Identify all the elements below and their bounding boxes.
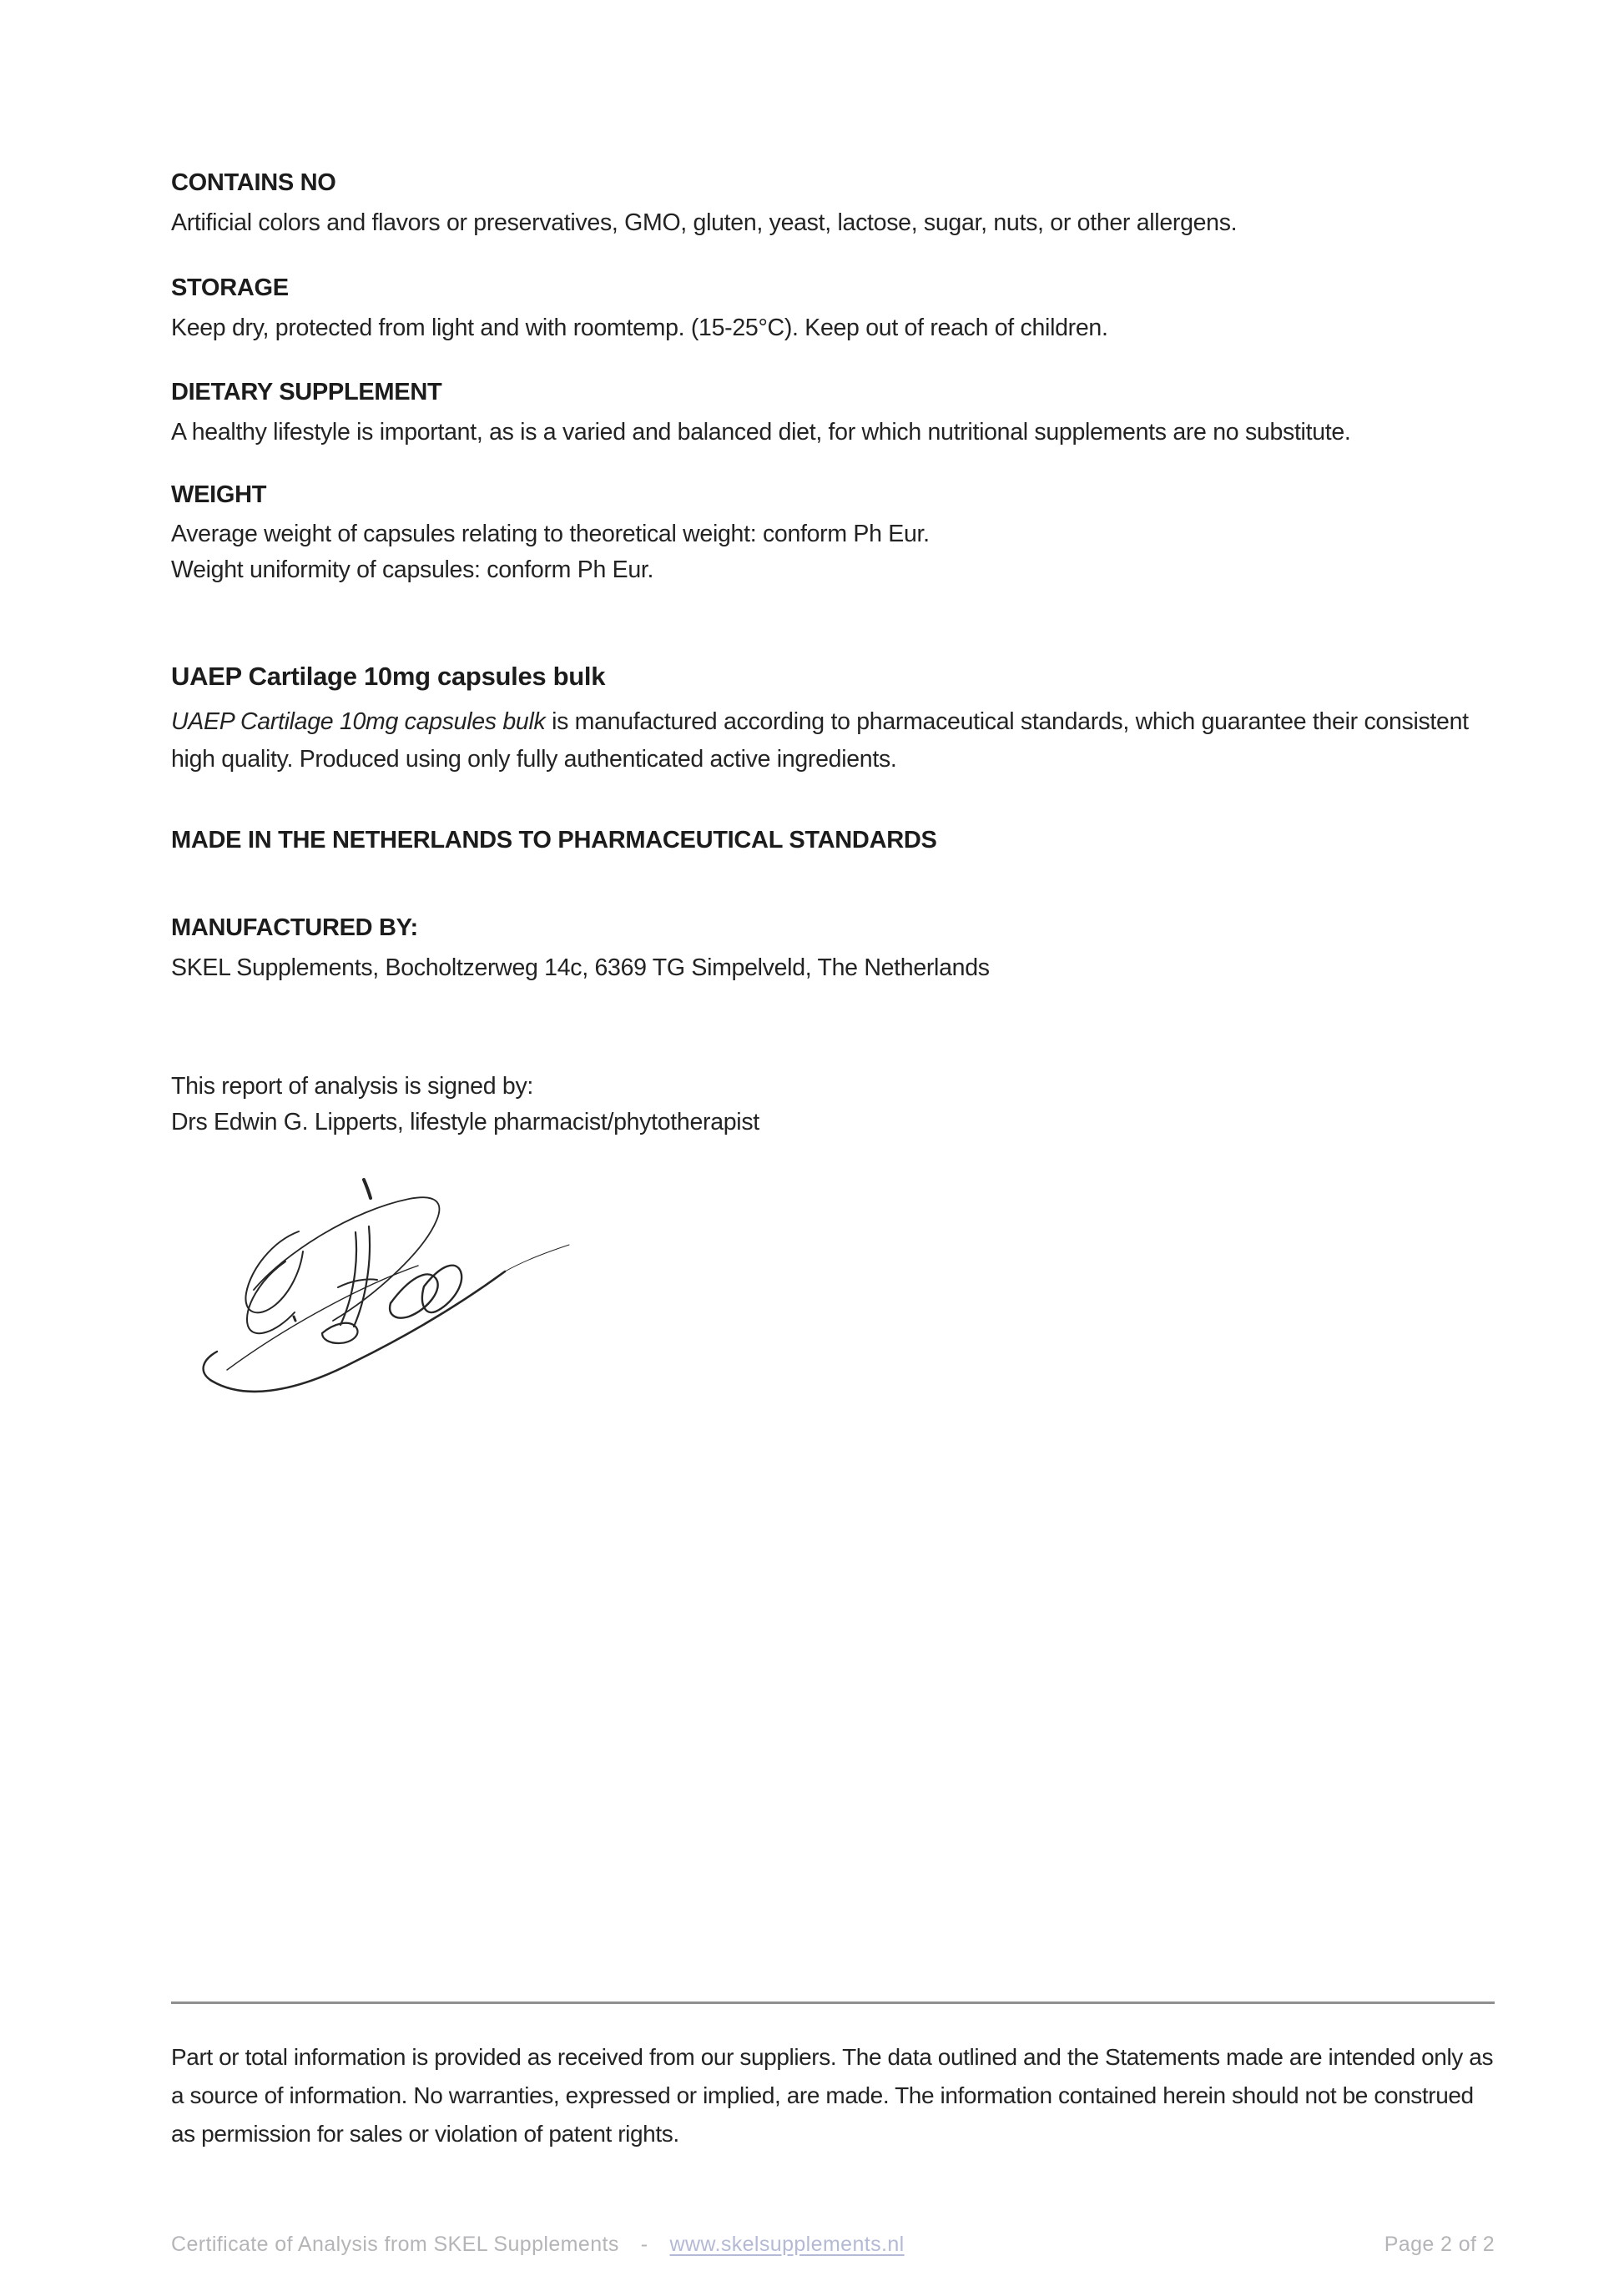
section-title-contains-no: CONTAINS NO xyxy=(171,169,336,196)
signer-name: Drs Edwin G. Lipperts, lifestyle pharmacist/phytotherapist xyxy=(171,1109,759,1135)
manufactured-by-title: MANUFACTURED BY: xyxy=(171,914,418,941)
disclaimer-text: Part or total information is provided as received from our suppliers. The data outlined and the Statements made are intended only as a source of information. No warranties, expressed or implied, are made. The information contained herein should not be construed as permission for sales or violation of patent rights. xyxy=(171,2044,1494,2147)
section-body-dietary-supplement: A healthy lifestyle is important, as is a varied and balanced diet, for which nutritional supplements are no substitute. xyxy=(171,419,1351,446)
signature-image xyxy=(159,1161,626,1412)
section-title-dietary-supplement: DIETARY SUPPLEMENT xyxy=(171,379,442,405)
product-description xyxy=(171,703,1506,778)
footer-page-number: Page 2 of 2 xyxy=(1384,2233,1495,2256)
product-title: UAEP Cartilage 10mg capsules bulk xyxy=(171,662,606,691)
product-name-italic: UAEP Cartilage 10mg capsules bulk xyxy=(171,708,546,735)
signature-svg xyxy=(159,1161,626,1412)
made-in-statement: MADE IN THE NETHERLANDS TO PHARMACEUTICAL STANDARDS xyxy=(171,827,937,853)
weight-line-1: Average weight of capsules relating to theoretical weight: conform Ph Eur. xyxy=(171,521,930,547)
manufacturer-address: SKEL Supplements, Bocholtzerweg 14c, 6369 TG Simpelveld, The Netherlands xyxy=(171,954,990,981)
section-body-contains-no: Artificial colors and flavors or preservatives, GMO, gluten, yeast, lactose, sugar, nuts, or other allergens. xyxy=(171,209,1238,236)
page-footer xyxy=(171,2233,1495,2257)
footer-link[interactable]: www.skelsupplements.nl xyxy=(669,2233,905,2256)
section-body-weight xyxy=(171,516,1506,588)
signing-intro: This report of analysis is signed by: xyxy=(171,1073,534,1100)
footer-divider-rule xyxy=(171,2001,1495,2004)
section-body-storage: Keep dry, protected from light and with roomtemp. (15-25°C). Keep out of reach of children. xyxy=(171,315,1108,341)
footer-document-title: Certificate of Analysis from SKEL Supplements xyxy=(171,2233,619,2256)
section-title-weight: WEIGHT xyxy=(171,481,267,508)
product-description-rest: is manufactured according to pharmaceutical standards, which guarantee their consistent high quality. Produced using only fully authenticated active ingredients. xyxy=(171,708,1469,773)
section-title-storage: STORAGE xyxy=(171,274,289,301)
footer-separator: - xyxy=(640,2233,648,2256)
weight-line-2: Weight uniformity of capsules: conform Ph Eur. xyxy=(171,556,654,583)
